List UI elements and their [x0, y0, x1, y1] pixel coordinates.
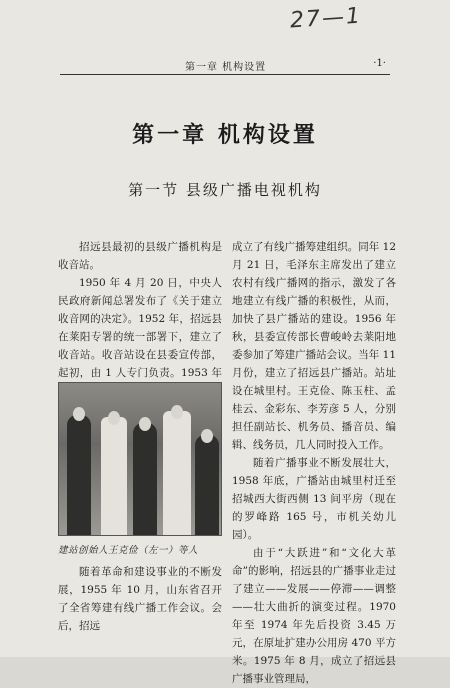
photo-figure-head	[73, 407, 85, 421]
photo-figure-head	[139, 417, 151, 431]
paragraph: 随着革命和建设事业的不断发展，1955 年 10 月，山东省召开了全省筹建有线广播工作会议。会后，招远	[58, 566, 222, 632]
left-column-bottom	[58, 563, 222, 635]
photo-caption: 建站创始人王克俭（左一）等人	[58, 545, 199, 556]
page-number: ·1·	[373, 58, 386, 69]
running-head	[60, 56, 390, 75]
photo-figure-head	[108, 411, 120, 425]
paragraph: 成立了有线广播筹建组织。同年 12 月 21 日，毛泽东主席发出了建立农村有线广播网的指示，激发了各地建立有线广播的积极性，从而，加快了县广播站的建设。1956 年秋，县委宣传部长曹峻岭去莱阳地委参加了筹建广播站会议。当年 11 月份，建立了招远县广播站。站址设在城里村。王克俭、陈玉柱、孟桂云、金彩东、李芳彦 5 人，分别担任副站长、机务员、播音员、编辑、线务员，几人同时投入工作。	[232, 241, 396, 451]
section-title: 第一节 县级广播电视机构	[128, 181, 322, 199]
photo-figure-head	[201, 429, 213, 443]
photo-figure	[195, 435, 219, 535]
historical-photo	[58, 382, 222, 536]
running-head-chapter: 第一章 机构设置	[185, 62, 267, 73]
paragraph: 由于“大跃进”和“文化大革命”的影响，招远县的广播事业走过了建立——发展——停滞——调整——壮大曲折的演变过程。1970 年至 1974 年先后投资 3.45 万元，在原址扩建办公用房 470 平方米。1975 年 8 月，成立了招远县广播事业管理局，	[232, 547, 396, 685]
handwritten-annotation: 27—1	[289, 3, 363, 34]
photo-figure	[133, 423, 157, 535]
photo-figure	[67, 415, 91, 535]
right-column	[232, 238, 396, 688]
photo-figure-head	[171, 405, 183, 419]
paragraph: 1950 年 4 月 20 日，中央人民政府新闻总署发布了《关于建立收音网的决定》。1952 年，招远县在莱阳专署的统一部署下，建立了收音站。收音站设在县委宣传部，起初，由 1 人专门负责。1953 年	[58, 277, 222, 379]
paragraph: 招远县最初的县级广播机构是收音站。	[58, 241, 222, 271]
photo-figure-shirt	[101, 417, 127, 535]
chapter-title: 第一章 机构设置	[132, 123, 318, 148]
paragraph: 随着广播事业不断发展壮大，1958 年底，广播站由城里村迁至招城西大街西侧 13 间平房（现在的罗峰路 165 号，市机关幼儿园）。	[232, 457, 396, 541]
photo-figure-shirt	[163, 411, 191, 535]
